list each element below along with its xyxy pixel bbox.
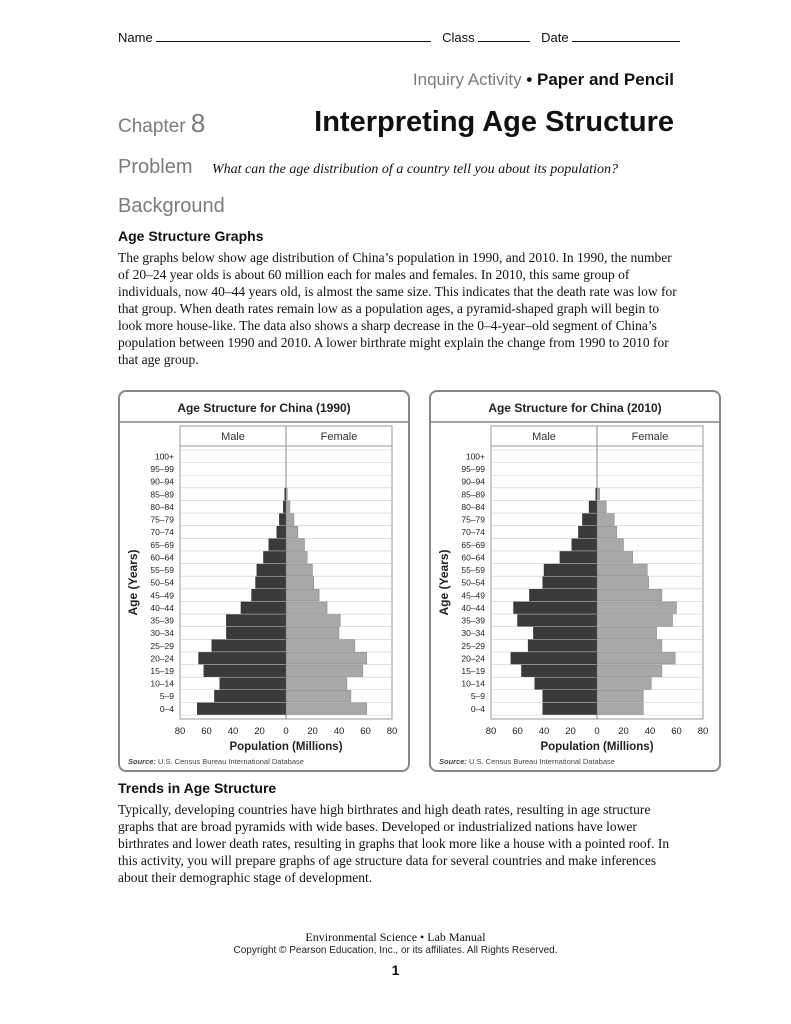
male-bar — [578, 526, 597, 538]
female-label: Female — [320, 431, 358, 443]
pyramid-chart-svg — [431, 392, 719, 770]
x-tick-label: 80 — [485, 726, 497, 737]
male-bar — [535, 678, 597, 690]
female-bar — [286, 640, 355, 652]
age-tick-label: 55–59 — [150, 565, 174, 576]
female-bar — [597, 615, 673, 627]
age-tick-label: 70–74 — [150, 527, 174, 538]
activity-bullet: • — [526, 70, 533, 89]
y-axis-label: Age (Years) — [437, 549, 451, 616]
age-tick-label: 30–34 — [150, 628, 174, 639]
source-text: U.S. Census Bureau International Database — [469, 757, 615, 766]
age-tick-label: 45–49 — [461, 590, 485, 601]
page-title: Interpreting Age Structure — [314, 106, 674, 138]
age-tick-label: 65–69 — [150, 539, 174, 550]
age-tick-label: 5–9 — [159, 691, 174, 702]
y-axis-label: Age (Years) — [126, 549, 140, 616]
chapter-label — [118, 108, 205, 139]
female-bar — [597, 514, 614, 526]
age-tick-label: 15–19 — [150, 665, 174, 676]
male-bar — [514, 602, 597, 614]
class-label: Class — [442, 30, 475, 45]
male-bar — [529, 589, 597, 601]
activity-mode: Paper and Pencil — [537, 70, 674, 89]
age-tick-label: 10–14 — [461, 678, 485, 689]
chart-title: Age Structure for China (2010) — [488, 401, 662, 415]
age-tick-label: 20–24 — [461, 653, 485, 664]
male-bar — [214, 690, 286, 702]
name-blank[interactable] — [156, 30, 431, 42]
chapter-word: Chapter — [118, 116, 186, 137]
age-tick-label: 95–99 — [150, 464, 174, 475]
male-label: Male — [532, 431, 556, 443]
male-bar — [511, 652, 597, 664]
male-bar — [544, 564, 597, 576]
chart-china-2010 — [429, 390, 721, 772]
male-bar — [582, 514, 597, 526]
female-bar — [597, 564, 647, 576]
male-bar — [226, 615, 286, 627]
pyramid-chart-svg — [120, 392, 408, 770]
page-number: 1 — [391, 962, 400, 978]
female-bar — [597, 652, 675, 664]
male-bar — [257, 564, 286, 576]
female-bar — [597, 526, 617, 538]
age-tick-label: 15–19 — [461, 665, 485, 676]
female-bar — [597, 551, 633, 563]
x-tick-label: 40 — [227, 726, 239, 737]
activity-type-label: Inquiry Activity — [412, 70, 522, 89]
female-bar — [286, 615, 340, 627]
class-blank[interactable] — [478, 30, 530, 42]
age-tick-label: 60–64 — [461, 552, 485, 563]
age-tick-label: 90–94 — [461, 476, 485, 487]
chart-china-1990 — [118, 390, 410, 772]
female-bar — [286, 602, 327, 614]
age-tick-label: 45–49 — [150, 590, 174, 601]
female-bar — [286, 627, 339, 639]
activity-type — [413, 70, 674, 90]
source-note — [128, 757, 304, 766]
trends-paragraph: Typically, developing countries have high birthrates and high death rates, resulting in age structure graphs that are broad pyramids with wide bases. Developed or industrialized nations have lower birthrates and lower death rates, resulting in graphs that look more like a house with a pointed roof. In this activity, you will prepare graphs of age structure data for several countries and make inferences about their demographic stage of development. — [118, 802, 670, 885]
female-bar — [286, 564, 313, 576]
age-tick-label: 85–89 — [150, 489, 174, 500]
problem-question: What can the age distribution of a country tell you about its population? — [212, 162, 618, 177]
background-paragraph: The graphs below show age distribution of China’s population in 1990, and 2010. In 1990, the number of 20–24 year olds is about 60 million each for males and females. In 2010, this same group of individuals, now 40–44 years old, is almost the same size. This indicates that the death rate was low for that group. When death rates remain low as a population ages, a pyramid-shaped graph will begin to look more house-like. The data also shows a sharp decrease in the 0–4-year–old segment of China’s population between 1990 and 2010. A lower birthrate might explain the change from 1990 to 2010 for that age group. — [118, 250, 677, 367]
female-label: Female — [631, 431, 669, 443]
age-tick-label: 55–59 — [461, 565, 485, 576]
x-tick-label: 60 — [360, 726, 371, 737]
age-tick-label: 30–34 — [461, 628, 485, 639]
age-tick-label: 60–64 — [150, 552, 174, 563]
x-tick-label: 40 — [538, 726, 550, 737]
age-tick-label: 0–4 — [159, 703, 174, 714]
female-bar — [597, 703, 643, 715]
female-bar — [286, 652, 367, 664]
trends-heading: Trends in Age Structure — [118, 780, 277, 796]
source-text: U.S. Census Bureau International Database — [158, 757, 304, 766]
female-bar — [597, 690, 643, 702]
x-tick-label: 0 — [283, 726, 289, 737]
female-bar — [286, 514, 294, 526]
age-tick-label: 0–4 — [470, 703, 485, 714]
x-tick-label: 0 — [594, 726, 600, 737]
female-bar — [286, 589, 319, 601]
chart-title: Age Structure for China (1990) — [177, 401, 351, 415]
footer-text: Environmental Science • Lab Manual — [305, 930, 486, 944]
age-tick-label: 40–44 — [461, 602, 485, 613]
female-bar — [286, 703, 367, 715]
male-bar — [279, 514, 286, 526]
female-bar — [597, 640, 662, 652]
source-label: Source: — [439, 757, 470, 766]
male-bar — [199, 652, 286, 664]
age-tick-label: 35–39 — [150, 615, 174, 626]
date-label: Date — [541, 30, 569, 45]
female-bar — [286, 551, 307, 563]
age-tick-label: 25–29 — [461, 640, 485, 651]
x-tick-label: 80 — [697, 726, 709, 737]
name-label: Name — [118, 30, 153, 45]
chapter-number: 8 — [190, 108, 206, 138]
female-bar — [597, 501, 606, 513]
age-tick-label: 100+ — [154, 451, 174, 462]
age-structure-graphs-heading: Age Structure Graphs — [118, 228, 264, 244]
x-tick-label: 60 — [671, 726, 682, 737]
male-bar — [252, 589, 286, 601]
female-bar — [286, 501, 290, 513]
male-bar — [521, 665, 597, 677]
age-tick-label: 50–54 — [150, 577, 174, 588]
problem-heading: Problem — [118, 156, 193, 178]
male-bar — [283, 501, 286, 513]
female-bar — [597, 678, 651, 690]
x-tick-label: 60 — [201, 726, 212, 737]
age-tick-label: 75–79 — [461, 514, 485, 525]
male-bar — [269, 539, 286, 551]
male-bar — [263, 551, 286, 563]
name-class-date-line — [118, 30, 678, 45]
male-bar — [572, 539, 597, 551]
female-bar — [597, 539, 624, 551]
female-bar — [286, 526, 298, 538]
age-tick-label: 25–29 — [150, 640, 174, 651]
age-tick-label: 65–69 — [461, 539, 485, 550]
male-bar — [543, 690, 597, 702]
female-bar — [286, 488, 287, 500]
age-tick-label: 50–54 — [461, 577, 485, 588]
age-tick-label: 10–14 — [150, 678, 174, 689]
female-bar — [597, 602, 677, 614]
x-tick-label: 80 — [386, 726, 398, 737]
female-bar — [597, 488, 600, 500]
age-tick-label: 5–9 — [470, 691, 485, 702]
age-tick-label: 90–94 — [150, 476, 174, 487]
copyright-text: Copyright © Pearson Education, Inc., or its affiliates. All Rights Reserved. — [233, 945, 558, 956]
source-label: Source: — [128, 757, 159, 766]
source-note — [439, 757, 615, 766]
male-bar — [220, 678, 286, 690]
female-bar — [286, 577, 314, 589]
male-bar — [543, 703, 597, 715]
female-bar — [597, 589, 662, 601]
female-bar — [597, 665, 662, 677]
age-tick-label: 70–74 — [461, 527, 485, 538]
male-bar — [241, 602, 286, 614]
background-heading: Background — [118, 195, 225, 217]
male-bar — [212, 640, 286, 652]
male-bar — [560, 551, 597, 563]
male-bar — [528, 640, 597, 652]
x-axis-label: Population (Millions) — [540, 741, 654, 753]
age-tick-label: 75–79 — [150, 514, 174, 525]
x-tick-label: 80 — [174, 726, 186, 737]
male-bar — [518, 615, 598, 627]
female-bar — [286, 690, 351, 702]
age-tick-label: 40–44 — [150, 602, 174, 613]
age-tick-label: 85–89 — [461, 489, 485, 500]
x-tick-label: 20 — [565, 726, 576, 737]
male-bar — [277, 526, 286, 538]
male-label: Male — [221, 431, 245, 443]
female-bar — [286, 539, 305, 551]
age-tick-label: 100+ — [465, 451, 485, 462]
female-bar — [597, 627, 657, 639]
age-tick-label: 80–84 — [461, 501, 485, 512]
female-bar — [286, 665, 363, 677]
female-bar — [597, 577, 649, 589]
male-bar — [543, 577, 597, 589]
age-tick-label: 20–24 — [150, 653, 174, 664]
x-tick-label: 60 — [512, 726, 523, 737]
male-bar — [256, 577, 286, 589]
x-tick-label: 20 — [618, 726, 629, 737]
age-tick-label: 35–39 — [461, 615, 485, 626]
male-bar — [533, 627, 597, 639]
x-tick-label: 40 — [644, 726, 656, 737]
male-bar — [204, 665, 286, 677]
age-tick-label: 80–84 — [150, 501, 174, 512]
male-bar — [197, 703, 286, 715]
female-bar — [286, 678, 347, 690]
x-tick-label: 20 — [307, 726, 318, 737]
date-blank[interactable] — [572, 30, 680, 42]
x-tick-label: 20 — [254, 726, 265, 737]
male-bar — [589, 501, 597, 513]
male-bar — [226, 627, 286, 639]
x-axis-label: Population (Millions) — [229, 741, 343, 753]
x-tick-label: 40 — [333, 726, 345, 737]
age-tick-label: 95–99 — [461, 464, 485, 475]
